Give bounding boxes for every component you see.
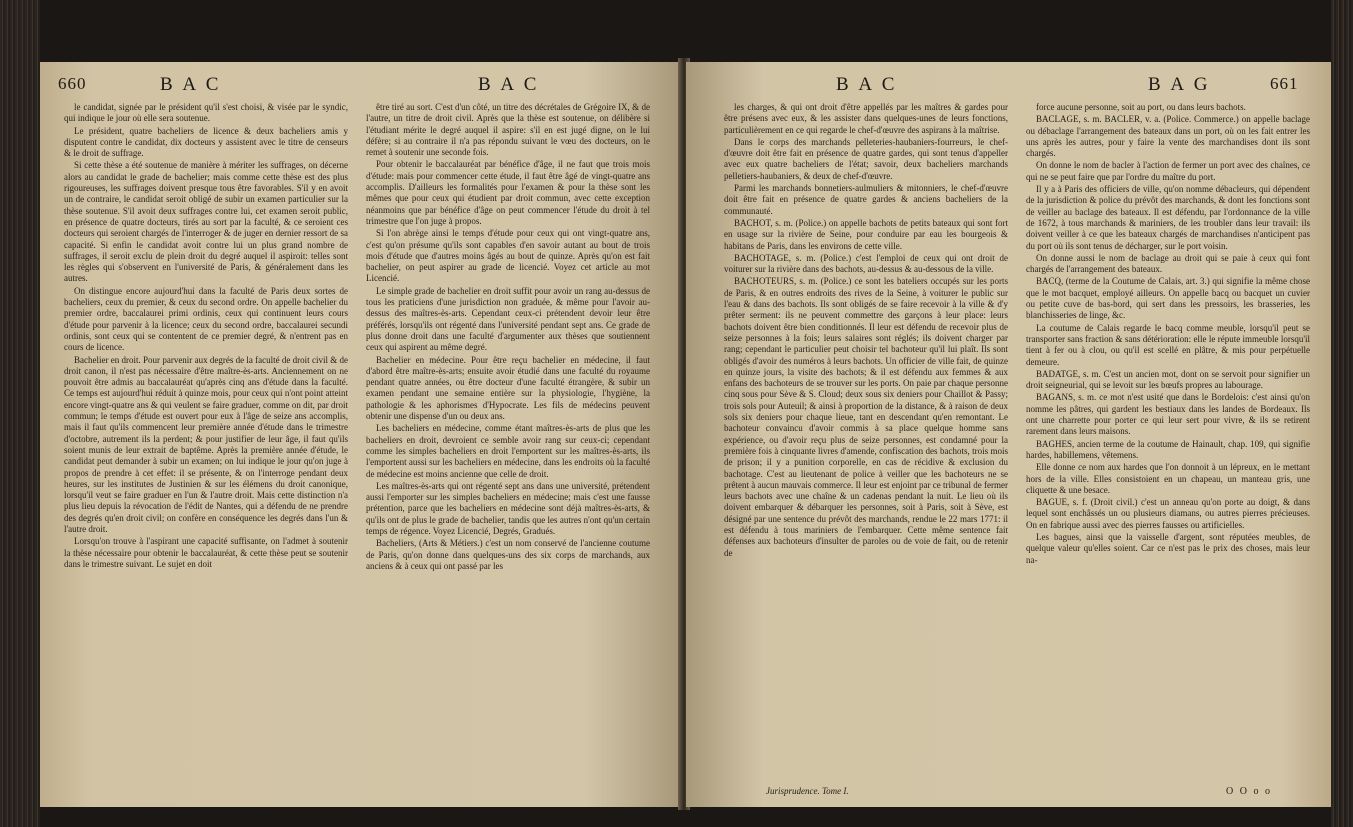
paragraph: BACHOTAGE, s. m. (Police.) c'est l'emploi de ceux qui ont droit de voiturer sur la rivière dans des bachots, au-dessus & au-dessous de la ville.	[724, 252, 1008, 275]
paragraph: Elle donne ce nom aux hardes que l'on donnoit à un lépreux, en le mettant hors de la ville. Elles consistoient en un chapeau, un manteau gris, une cliquette & une besace.	[1026, 462, 1310, 495]
signature-mark: O O o o	[1226, 786, 1272, 797]
right-page	[686, 62, 1331, 807]
paragraph: force aucune personne, soit au port, ou dans leurs bachots.	[1036, 102, 1246, 112]
paragraph: Dans le corps des marchands pelleteries-haubaniers-fourreurs, le chef-d'œuvre doit être fait en présence de quatre gardes, qui sont tenus d'appeller avec eux quatre bacheliers de l'état; savoir, deux bacheliers marchands pelletiers-haubaniers, & deux de chef-d'œuvre.	[724, 136, 1008, 181]
paragraph: Parmi les marchands bonnetiers-aulmuliers & mitonniers, le chef-d'œuvre doit être fait en présence de quatre gardes & anciens bacheliers de la communauté.	[724, 183, 1008, 216]
paragraph: Le simple grade de bachelier en droit suffit pour avoir un rang au-dessus de tous les praticiens d'une jurisdiction non graduée, & même pour l'avoir au-dessus des maîtres-ès-arts. Cependant ceux-ci prétendent devoir leur être préférés, lorsqu'ils ont régenté dans l'université pendant sept ans. Ce grade de plus donne droit dans une faculté d'argumenter aux thèses que soutiennent ceux qui aspirent au même degré.	[366, 285, 650, 353]
paragraph: Bachelier en médecine. Pour être reçu bachelier en médecine, il faut d'abord être maître-ès-arts; ensuite avoir étudié dans une faculté du royaume pendant quatre années, ou être docteur d'une faculté étrangère, & subir un examen pendant une semaine entière sur la physiologie, l'hygiène, la pathologie & les aphorismes d'Hypocrate. Les fils de médecins peuvent obtenir une dispense d'un ou deux ans.	[366, 354, 650, 422]
paragraph: Si cette thèse a été soutenue de manière à mériter les suffrages, on décerne alors au candidat le grade de bachelier; mais comme cette thèse est des plus rigoureuses, les suffrages doivent presque tous être favorables. S'il y en avoit un de contraire, le candidat seroit obligé de subir un examen particulier sur la thèse soutenue. S'il avoit deux suffrages contre lui, cet examen seroit public, en présence de quatre docteurs, tirés au sort par la faculté, & ce seroient ces docteurs qui seroient chargés de l'interroger & de juger en dernier ressort de sa capacité. Si enfin le candidat avoit contre lui un plus grand nombre de suffrages, il seroit exclu de plein droit du degré auquel il aspiroit: telles sont les règles qui s'observent en l'université de Paris, & généralement dans les autres.	[64, 160, 348, 284]
paragraph: Si l'on abrège ainsi le temps d'étude pour ceux qui ont vingt-quatre ans, c'est qu'on présume qu'ils sont capables d'en savoir autant au bout de trois mois d'étude que d'autres moins âgés au bout de quinze. Après qu'on est fait bachelier, on peut aspirer au grade de licencié. Voyez cet article au mot Licencié.	[366, 228, 650, 284]
paragraph: BAGUE, s. f. (Droit civil.) c'est un anneau qu'on porte au doigt, & dans lequel sont enchâssés un ou plusieurs diamans, ou autres pierres précieuses. On en fabrique aussi avec des pierres fausses ou artificielles.	[1026, 497, 1310, 530]
paragraph: Il y a à Paris des officiers de ville, qu'on nomme débacleurs, qui dépendent de la jurisdiction & police du prévôt des marchands, & dont les fonctions sont de veiller au baclage des bateaux. Il est défendu, par l'ordonnance de la ville de 1672, à tous marchands & mariniers, de les troubler dans leur travail: ils doivent veiller à ce que les bateaux chargés de marchandises n'anticipent pas du port où ils sont tenus de décharger, sur le port voisin.	[1026, 184, 1310, 251]
left-page-number: 660	[58, 74, 87, 93]
paragraph: BACQ, (terme de la Coutume de Calais, art. 3.) qui signifie la même chose que le mot bacquet, employé ailleurs. On appelle bacq ou bacquet un cuvier ou petite cuve de bas-bord, qui sert dans les pressoirs, les brasseries, les blanchisseries de linge, &c.	[1026, 276, 1310, 321]
right-page-column-1	[724, 102, 1008, 560]
book-edge-right	[1331, 0, 1353, 827]
paragraph: BACLAGE, s. m. BACLER, v. a. (Police. Commerce.) on appelle baclage ou débaclage l'arrangement des bateaux dans un port, où on les fait entrer les uns après les autres, pour y faire la vente des marchandises dont ils sont chargés.	[1026, 114, 1310, 159]
paragraph: BADATGE, s. m. C'est un ancien mot, dont on se servoit pour signifier un droit seigneurial, qui se levoit sur les bœufs propres au labourage.	[1026, 368, 1310, 391]
left-page-header	[40, 74, 680, 96]
paragraph: Le président, quatre bacheliers de licence & deux bacheliers amis y disputent contre le candidat, dix docteurs y assistent avec le titre de censeurs & le droit de suffrage.	[64, 125, 348, 159]
left-page-column-1	[64, 102, 348, 571]
right-page-column-2	[1026, 102, 1310, 567]
paragraph: Bacheliers, (Arts & Métiers.) c'est un nom conservé de l'ancienne coutume de Paris, qu'on donne dans quelques-uns des six corps de marchands, aux anciens & à ceux qui ont passé par les	[366, 538, 650, 571]
paragraph: On distingue encore aujourd'hui dans la faculté de Paris deux sortes de bacheliers, ceux du premier, & ceux du second ordre. On appelle bachelier du premier ordre, baccalaurei primi ordinis, ceux qui continuent leurs cours d'étude pour parvenir à la licence; ceux du second ordre, baccalaurei secundi ordinis, sont ceux qui se contentent de ce premier degré, & n'entrent pas en cours de licence.	[64, 285, 348, 353]
paragraph: BACHOT, s. m. (Police.) on appelle bachots de petits bateaux qui sont fort en usage sur la rivière de Seine, pour conduire par eau les bourgeois & habitans de Paris, dans les environs de cette ville.	[724, 217, 1008, 251]
page-footer: Jurisprudence. Tome I.	[766, 786, 849, 796]
book-edge-left	[0, 0, 40, 827]
paragraph: BACHOTEURS, s. m. (Police.) ce sont les bateliers occupés sur les ports de Paris, & en outres endroits des rives de la Seine, à voiturer le public sur l'eau & dans des bachots. Ils sont obligés de se faire recevoir à la ville & d'y prêter serment: ils ne peuvent commettre des garçons à leur place: leurs bachots doivent être bien conditionnés. Il leur est défendu de recevoir plus de seize personnes à la fois; leurs salaires sont réglés; ils doivent charger par rang; cependant le particulier peut choisir tel bachoteur qu'il lui plaît. Ils sont obligés d'avoir des numéros à leurs bachots. Un officier de ville fait, de quinze en quinze jours, la visite des bachots; & il est défendu aux femmes & aux enfans des bachoteurs de se trouver sur les ports. On paie par chaque personne cinq sous pour Sève & S. Cloud; deux sous six deniers pour Chaillot & Passy; trois sols pour Auteuil; & ainsi à proportion de la distance, & à raison de deux sols six deniers pour chaque lieue, tant en descendant qu'en remontant. Le bachoteur convaincu d'avoir commis à sa place quelque homme sans expérience, ou d'avoir reçu plus de seize personnes, est condamné pour la première fois à cinquante livres d'amende, confiscation des bachots, trois mois de prison; il y a punition corporelle, en cas de récidive & exclusion du bachotage. C'est au lieutenant de police à veiller que les bachoteurs ne se prêtent à aucun mauvais commerce. Il leur est enjoint par ce tribunal de fermer leurs bachots avec une chaîne & un cadenas pendant la nuit. Le lieu où ils doivent embarquer & débarquer les personnes, soit à Paris, soit à Sève, est désigné par une sentence du prévôt des marchands, rendue le 22 mars 1771: il est défendu à tous mariniers de l'embarquer. Cette même sentence fait défenses aux bachoteurs d'insulter de paroles ou de voie de fait, ou de retenir de	[724, 276, 1008, 558]
left-running-head-1: B A C	[160, 74, 222, 95]
paragraph: Pour obtenir le baccalauréat par bénéfice d'âge, il ne faut que trois mois d'étude: mais pour commencer cette étude, il faut être âgé de vingt-quatre ans accomplis. D'ailleurs les formalités pour l'examen & pour la thèse sont les mêmes que pour ceux qui étudient par droit commun, avec cette exception néanmoins que par bénéfice d'âge on peut commencer l'étude du droit à tel trimestre que l'on juge à propos.	[366, 159, 650, 226]
paragraph: On donne le nom de bacler à l'action de fermer un port avec des chaînes, ce qui ne se peut faire que par l'ordre du maître du port.	[1026, 160, 1310, 182]
paragraph: BAGANS, s. m. ce mot n'est usité que dans le Bordelois: c'est ainsi qu'on nomme les pâtres, qui gardent les bestiaux dans les landes de Bordeaux. Ils ont une charrette pour porter ce qui leur sert pour vivre, & ils se retirent rarement dans leurs maisons.	[1026, 392, 1310, 437]
paragraph: Bachelier en droit. Pour parvenir aux degrés de la faculté de droit civil & de droit canon, il n'est pas nécessaire d'être maître-ès-arts. Anciennement on ne pouvoit être admis au baccalauréat qu'après cinq ans d'étude dans la faculté. Ce temps est aujourd'hui réduit à quinze mois, pour ceux qui n'ont point atteint encore vingt-quatre ans & qui veulent se faire graduer, comme on dit, par droit commun; le temps d'étude est ouvert pour eux à l'âge de seize ans accomplis, mais il faut qu'ils commencent leur première année d'étude dans le trimestre d'octobre, autrement ils la perdent; & pour justifier de leur âge, il faut qu'ils soient munis de leur extrait de baptême. Après la première année d'étude, le candidat peut demander à subir un examen; on lui indique le jour qu'on juge à propos de prendre à cet effet: il se présente, & on l'interroge pendant deux heures, sur les institutes de Justinien & sur les élémens du droit canonique, lorsqu'il veut se faire graduer en l'un & l'autre droit. Mais cette distinction n'a plus lieu depuis la révocation de l'édit de Nantes, qui a défendu de ne prendre des degrés qu'en droit civil; on confère en conséquence les degrés dans l'un & l'autre droit.	[64, 354, 348, 534]
left-page	[40, 62, 680, 807]
paragraph: On donne aussi le nom de baclage au droit qui se paie à ceux qui font chargés de l'arrangement des bateaux.	[1026, 252, 1310, 275]
paragraph: Les maîtres-ès-arts qui ont régenté sept ans dans une université, prétendent aussi l'emporter sur les simples bacheliers en médecine; mais c'est une fausse prétention, parce que les bacheliers en médecine sont déjà maîtres-ès-arts, & qu'ils ont de plus le grade de bachelier, tandis que les autres n'ont qu'un certain temps de régence. Voyez Licencié, Degrés, Gradués.	[366, 480, 650, 536]
right-page-number: 661	[1270, 74, 1299, 93]
paragraph: Les bagues, ainsi que la vaisselle d'argent, sont réputées meubles, de quelque valeur qu'elles soient. Car ce n'est pas le prix des choses, mais leur na-	[1026, 531, 1310, 565]
paragraph: le candidat, signée par le président qu'il s'est choisi, & visée par le syndic, qui indique le jour où elle sera soutenue.	[64, 102, 348, 124]
right-page-header	[686, 74, 1331, 96]
paragraph: La coutume de Calais regarde le bacq comme meuble, lorsqu'il peut se transporter sans fraction & sans détérioration: elle le répute immeuble lorsqu'il tient à fer ou à clou, ou qu'il est scellé en plâtre, & mis pour perpétuelle demeure.	[1026, 322, 1310, 367]
left-page-column-2	[366, 102, 650, 573]
paragraph: Les bacheliers en médecine, comme étant maîtres-ès-arts de plus que les bacheliers en droit, devroient ce semble avoir rang sur ceux-ci; cependant comme les simples bacheliers en droit l'emportent sur les maîtres-ès-arts, ils l'emportent aussi sur les bacheliers en médecine, dans les endroits où la faculté de médecine est moins ancienne que celle de droit.	[366, 423, 650, 479]
paragraph: Lorsqu'on trouve à l'aspirant une capacité suffisante, on l'admet à soutenir la thèse nécessaire pour obtenir le baccalauréat, & cette thèse peut se soutenir dans le trimestre suivant. Le sujet en doit	[64, 536, 348, 569]
right-running-head-1: B A C	[836, 74, 898, 95]
paragraph: BAGHES, ancien terme de la coutume de Hainault, chap. 109, qui signifie hardes, habillemens, vêtemens.	[1026, 438, 1310, 460]
paragraph: les charges, & qui ont droit d'être appellés par les maîtres & gardes pour être présens avec eux, & les assister dans quelques-unes de leurs fonctions, particulièrement en ce qui regarde le chef-d'œuvre des aspirans à la maîtrise.	[724, 102, 1008, 135]
left-running-head-2: B A C	[478, 74, 540, 95]
paragraph: être tiré au sort. C'est d'un côté, un titre des décrétales de Grégoire IX, & de l'autre, un titre de droit civil. Après que la thèse est soutenue, on délibère si l'étudiant mérite le degré auquel il aspire: s'il en est jugé digne, on le lui défère; si au contraire il n'a pas répondu suivant le vœu des docteurs, on le remet à soutenir une seconde fois.	[366, 102, 650, 158]
right-running-head-2: B A G	[1148, 74, 1211, 95]
